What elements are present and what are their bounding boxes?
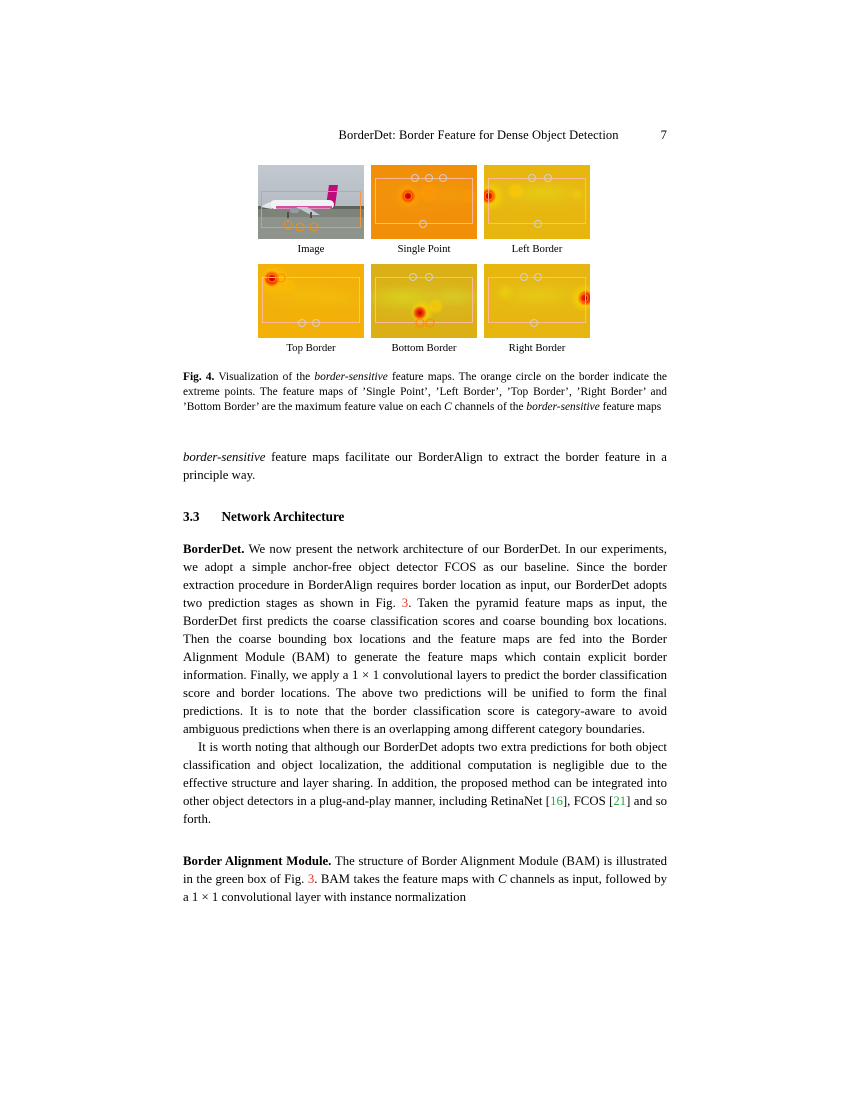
running-header [183,128,667,143]
border-point-marker [425,174,433,182]
extreme-point-marker [268,274,277,283]
border-point-marker [409,273,417,281]
border-point-marker [439,174,447,182]
citation-link-16[interactable]: 16 [550,794,563,809]
runin-heading: BorderDet. [183,542,245,557]
airplane-photo [258,165,364,239]
extreme-point-marker [284,221,293,230]
panel-label: Right Border [508,342,566,354]
border-point-marker [530,319,538,327]
caption-italic: border-sensitive [314,371,388,383]
bounding-box-overlay [375,178,473,224]
text-column [183,0,667,906]
extreme-point-marker [277,274,286,283]
body-text [183,448,667,906]
panel-label: Bottom Border [391,342,457,354]
italic-term: border-sensitive [183,450,266,465]
panel-label: Single Point [397,243,451,255]
figure-row-1 [258,165,592,256]
border-point-marker [312,319,320,327]
figure-panel-left-border [484,165,590,256]
caption-text: channels of the [451,400,527,413]
heatmap-top-border [258,264,364,338]
paragraph-computation [183,738,667,828]
panel-label: Top Border [286,342,336,354]
math-c: C [497,872,507,887]
section-title: Network Architecture [221,509,345,525]
text-run: feature maps facilitate our BorderAlign to extract the border feature in a principle way. [183,450,667,483]
text-run: The structure of Border Alignment Module (BAM) is illustrated in the green box of Fig. [183,854,667,887]
text-run: . Taken the pyramid feature maps as input, the BorderDet first predicts the coarse classification scores and coarse bounding box locations. Then the coarse bounding box locations and the feature maps are fed into the Border Alignment Module (BAM) to generate the feature maps which contain explicit border information. Finally, we apply a 1 × 1 convolutional layers to predict the border classification score and border locations. The above two predictions will be unified to form the final predictions. It is to note that the border classification score is category-aware to avoid ambiguous predictions when there is an overlapping among different category boundaries. [183,596,668,737]
extreme-point-marker [426,319,435,328]
text-run: . BAM takes the feature maps with [314,872,498,887]
paragraph-borderdet [183,540,667,738]
heatmap-single-point [371,165,477,239]
section-heading-3-3 [183,508,667,526]
panel-label: Left Border [511,243,563,255]
figure-reference-link[interactable]: 3 [307,872,315,887]
border-point-marker [528,174,536,182]
border-point-marker [544,174,552,182]
caption-tag: Fig. 4. [183,371,215,383]
caption-text: feature maps. The orange circle on the border indicate the extreme points. The feature maps of ’Single Point’, ’Left Border’, ’Top Border’, ’Right Border’ and ’Bottom Border’ are the maximum feature value on each [183,371,667,413]
border-point-marker [298,319,306,327]
heatmap-right-border [484,264,590,338]
text-run: It is worth noting that although our BorderDet adopts two extra predictions for both object classification and object localization, the additional computation is negligible due to the effective structure and layer sharing. In addition, the proposed method can be integrated into other object detectors in a plug-and-play manner, including RetinaNet [ [183,740,667,809]
caption-math-c: C [444,400,452,413]
caption-italic: border-sensitive [526,400,600,413]
caption-text: feature maps [599,400,662,413]
extreme-point-marker [416,319,425,328]
figure-panel-image [258,165,364,256]
bounding-box-overlay [262,277,360,323]
page-number: 7 [660,128,667,142]
bounding-box-overlay [488,277,586,323]
extreme-point-marker [310,223,319,232]
figure-4 [258,165,592,355]
text-run: ] and so forth. [183,794,668,827]
panel-label: Image [297,243,325,255]
figure-reference-link[interactable]: 3 [401,596,409,611]
border-point-marker [425,273,433,281]
figure-panel-single-point [371,165,477,256]
running-title: BorderDet: Border Feature for Dense Object Detection [338,128,619,142]
border-point-marker [411,174,419,182]
extreme-point-marker [485,192,494,201]
border-point-marker [520,273,528,281]
text-run: ], FCOS [ [562,794,614,809]
section-number: 3.3 [183,509,200,525]
border-point-marker [534,273,542,281]
caption-text: Visualization of the [214,371,315,383]
text-run: We now present the network architecture of our BorderDet. In our experiments, we adopt a simple anchor-free object detector FCOS as our baseline. Since the border extraction procedure in BorderAlign requires border location as input, our BorderDet adopts two prediction stages as shown in Fig. [183,542,667,611]
runin-heading: Border Alignment Module. [183,854,332,869]
paragraph-continuation [183,448,667,484]
heatmap-bottom-border [371,264,477,338]
figure-panel-right-border [484,264,590,355]
citation-link-21[interactable]: 21 [613,794,627,809]
bounding-box-overlay [375,277,473,323]
extreme-point-marker [580,294,589,303]
extreme-point-marker [296,223,305,232]
border-point-marker [419,220,427,228]
heatmap-left-border [484,165,590,239]
figure-row-2 [258,264,592,355]
figure-panel-bottom-border [371,264,477,355]
figure-panel-top-border [258,264,364,355]
border-point-marker [534,220,542,228]
extreme-point-marker [404,192,413,201]
text-run: channels as input, followed by a 1 × 1 convolutional layer with instance normalization [183,872,667,905]
paragraph-bam [183,852,667,906]
figure-caption [183,370,667,414]
bounding-box-overlay [488,178,586,224]
